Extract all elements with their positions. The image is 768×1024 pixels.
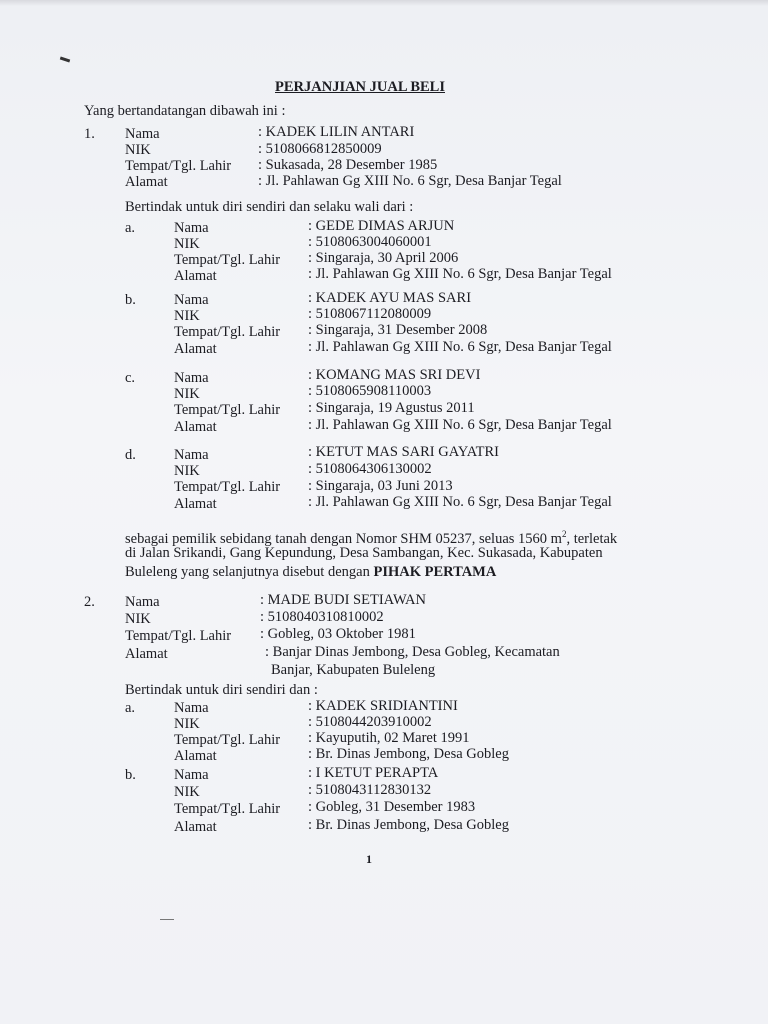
ward-nik: : 5108044203910002 <box>308 714 432 730</box>
label-alamat: Alamat <box>174 268 217 284</box>
party1-nama: : KADEK LILIN ANTARI <box>258 124 415 140</box>
label-ttl: Tempat/Tgl. Lahir <box>125 628 232 644</box>
ward-nama: : GEDE DIMAS ARJUN <box>308 218 455 234</box>
ward-nik: : 5108067112080009 <box>308 306 432 322</box>
intro-text: Yang bertandatangan dibawah ini : <box>84 103 286 119</box>
ward-nama: : KETUT MAS SARI GAYATRI <box>308 444 499 460</box>
party2-alamat-cont: Banjar, Kabupaten Buleleng <box>271 662 436 678</box>
owner-statement-line1 <box>125 526 617 547</box>
ward-letter: d. <box>125 447 136 463</box>
label-ttl: Tempat/Tgl. Lahir <box>174 732 281 748</box>
party1-nik: : 5108066812850009 <box>258 141 382 157</box>
ward-letter: b. <box>125 767 136 783</box>
label-alamat: Alamat <box>174 496 217 512</box>
label-nama: Nama <box>125 126 160 142</box>
ward-ttl: : Singaraja, 03 Juni 2013 <box>308 478 453 494</box>
ward-alamat: : Jl. Pahlawan Gg XIII No. 6 Sgr, Desa Banjar Tegal <box>308 339 612 355</box>
label-nama: Nama <box>174 447 209 463</box>
ward-letter: c. <box>125 370 136 386</box>
label-ttl: Tempat/Tgl. Lahir <box>174 324 281 340</box>
ward-nik: : 5108065908110003 <box>308 383 432 399</box>
label-nik: NIK <box>174 784 200 800</box>
ward-nama: : KOMANG MAS SRI DEVI <box>308 367 481 383</box>
owner-statement-line3 <box>125 564 496 580</box>
ward-nama: : I KETUT PERAPTA <box>308 765 439 781</box>
ward-alamat: : Br. Dinas Jembong, Desa Gobleg <box>308 746 509 762</box>
ward-ttl: : Kayuputih, 02 Maret 1991 <box>308 730 470 746</box>
label-alamat: Alamat <box>174 341 217 357</box>
ward-alamat: : Br. Dinas Jembong, Desa Gobleg <box>308 817 509 833</box>
label-alamat: Alamat <box>174 748 217 764</box>
party2-nik: : 5108040310810002 <box>260 609 384 625</box>
label-nik: NIK <box>174 716 200 732</box>
label-nik: NIK <box>125 611 151 627</box>
ward-nama: : KADEK SRIDIANTINI <box>308 698 458 714</box>
ward-alamat: : Jl. Pahlawan Gg XIII No. 6 Sgr, Desa Banjar Tegal <box>308 494 612 510</box>
label-ttl: Tempat/Tgl. Lahir <box>174 801 281 817</box>
ward-nik: : 5108043112830132 <box>308 782 432 798</box>
ward-letter: a. <box>125 220 136 236</box>
label-alamat: Alamat <box>174 419 217 435</box>
label-nik: NIK <box>125 142 151 158</box>
owner-text: sebagai pemilik sebidang tanah dengan Nomor SHM 05237, seluas 1560 m <box>125 530 562 547</box>
ward-alamat: : Jl. Pahlawan Gg XIII No. 6 Sgr, Desa Banjar Tegal <box>308 417 612 433</box>
document-title: PERJANJIAN JUAL BELI <box>275 79 445 95</box>
party2-acting: Bertindak untuk diri sendiri dan : <box>125 682 318 698</box>
label-alamat: Alamat <box>174 819 217 835</box>
party1-acting: Bertindak untuk diri sendiri dan selaku wali dari : <box>125 199 414 215</box>
scan-edge <box>0 0 768 6</box>
ward-ttl: : Singaraja, 31 Desember 2008 <box>308 322 488 338</box>
party2-nama: : MADE BUDI SETIAWAN <box>260 592 426 608</box>
label-ttl: Tempat/Tgl. Lahir <box>174 402 281 418</box>
page-number: 1 <box>366 852 372 866</box>
label-ttl: Tempat/Tgl. Lahir <box>174 479 281 495</box>
owner-statement-line2: di Jalan Srikandi, Gang Kepundung, Desa Sambangan, Kec. Sukasada, Kabupaten <box>125 545 603 561</box>
scan-speck <box>160 919 174 920</box>
label-nama: Nama <box>174 220 209 236</box>
party-designation: PIHAK PERTAMA <box>373 564 497 580</box>
label-ttl: Tempat/Tgl. Lahir <box>125 158 232 174</box>
scan-speck <box>60 57 70 63</box>
label-nik: NIK <box>174 308 200 324</box>
party2-number: 2. <box>84 594 95 610</box>
label-nama: Nama <box>174 700 209 716</box>
ward-ttl: : Gobleg, 31 Desember 1983 <box>308 799 476 815</box>
label-alamat: Alamat <box>125 174 168 190</box>
label-nama: Nama <box>174 292 209 308</box>
party2-ttl: : Gobleg, 03 Oktober 1981 <box>260 626 416 642</box>
ward-ttl: : Singaraja, 19 Agustus 2011 <box>308 400 475 416</box>
superscript: 2 <box>561 529 567 539</box>
label-nama: Nama <box>174 370 209 386</box>
bleed-through-text <box>530 70 760 830</box>
label-nama: Nama <box>125 594 160 610</box>
party1-ttl: : Sukasada, 28 Desember 1985 <box>258 157 438 173</box>
ward-alamat: : Jl. Pahlawan Gg XIII No. 6 Sgr, Desa Banjar Tegal <box>308 266 612 282</box>
ward-nik: : 5108064306130002 <box>308 461 432 477</box>
party1-alamat: : Jl. Pahlawan Gg XIII No. 6 Sgr, Desa Banjar Tegal <box>258 173 562 189</box>
ward-nama: : KADEK AYU MAS SARI <box>308 290 472 306</box>
label-nik: NIK <box>174 463 200 479</box>
label-ttl: Tempat/Tgl. Lahir <box>174 252 281 268</box>
label-nik: NIK <box>174 236 200 252</box>
label-nama: Nama <box>174 767 209 783</box>
party1-number: 1. <box>84 126 95 142</box>
ward-nik: : 5108063004060001 <box>308 234 432 250</box>
owner-text: Buleleng yang selanjutnya disebut dengan <box>125 564 374 580</box>
owner-text: , terletak <box>566 530 618 547</box>
ward-letter: b. <box>125 292 136 308</box>
label-nik: NIK <box>174 386 200 402</box>
ward-ttl: : Singaraja, 30 April 2006 <box>308 250 459 266</box>
label-alamat: Alamat <box>125 646 168 662</box>
party2-alamat: : Banjar Dinas Jembong, Desa Gobleg, Kecamatan <box>265 644 560 660</box>
ward-letter: a. <box>125 700 136 716</box>
